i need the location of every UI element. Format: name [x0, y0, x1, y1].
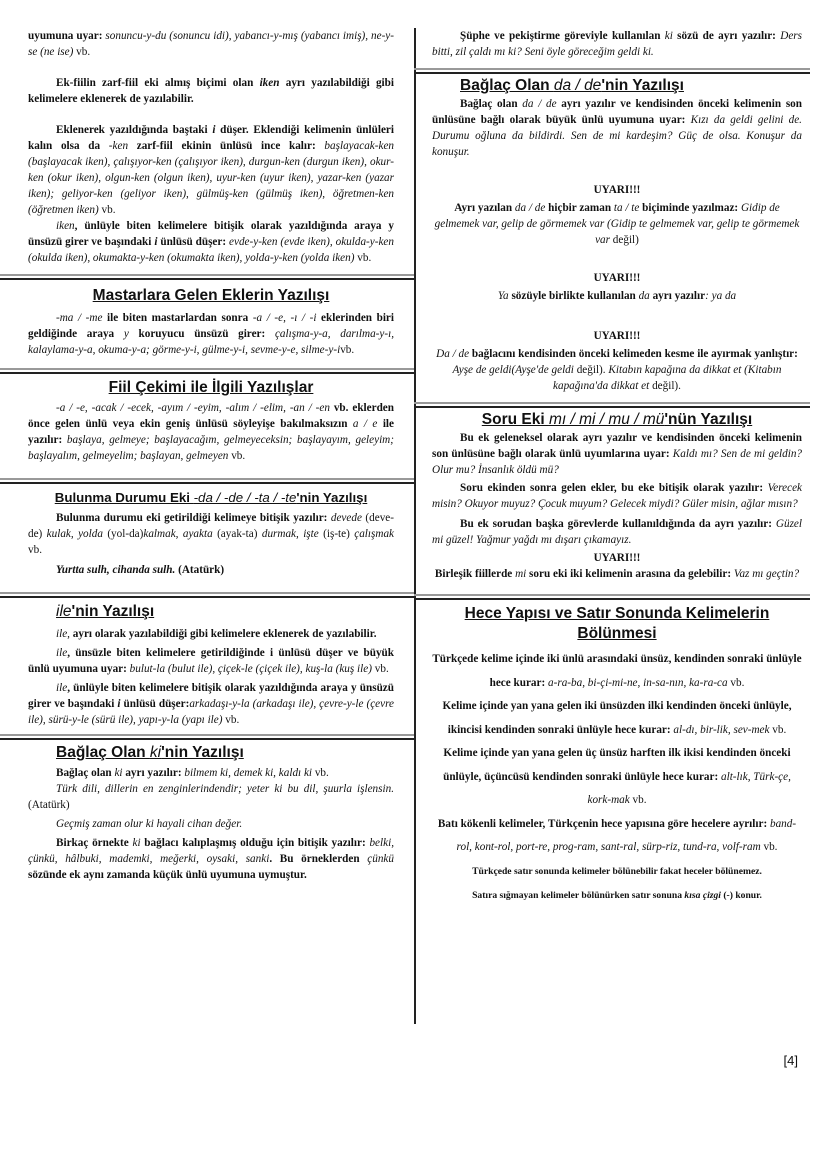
- warning-label: UYARI!!!: [593, 272, 641, 284]
- section-title: Mastarlara Gelen Eklerin Yazılışı: [92, 287, 330, 304]
- paragraph: Kelime içinde yan yana gelen iki ünsüzden ilki kendinden önceki ünlüyle, ikincisi kendinden sonraki ünlüyle hece kurar: al-dı, bir-lik, sev-mek vb.: [442, 700, 792, 736]
- warning-text: Ya sözüyle birlikte kullanılan da ayrı yazılır: ya da: [497, 290, 737, 302]
- warning-text: Da / de bağlacını kendisinden önceki kelimeden kesme ile ayırmak yanlıştır: Ayşe de geldi(Ayşe'de geldi değil). Kitabın kapağına da dikkat et (Kitabın kapağına'da dikkat et değil).: [436, 348, 798, 392]
- section-title: Bağlaç Olan da / de'nin Yazılışı: [460, 77, 684, 94]
- section-divider: [414, 68, 810, 74]
- paragraph: iken, ünlüyle biten kelimelere bitişik olarak yazıldığında araya y ünsüzü girer ve başındaki i ünlüsü düşer: evde-y-ken (evde iken), okulda-y-ken (okulda iken), okumakta-y-ken (okumakta iken), yolda-y-ken (yolda iken) vb.: [28, 220, 394, 264]
- section-title: Soru Eki mı / mi / mu / mü'nün Yazılışı: [481, 411, 753, 428]
- paragraph: Bulunma durumu eki getirildiği kelimeye bitişik yazılır: devede (deve-de) kulak, yolda (yol-da)kalmak, ayakta (ayak-ta) durmak, işte (iş-te) çalışmak vb.: [28, 512, 395, 556]
- paragraph: Geçmiş zaman olur ki hayali cihan değer.: [56, 818, 243, 830]
- paragraph: Türk dili, dillerin en zenginlerindendir; yeter ki bu dil, şuurla işlensin. (Atatürk): [28, 783, 394, 811]
- intro-section: [28, 28, 394, 266]
- paragraph: Soru ekinden sonra gelen ekler, bu eke bitişik olarak yazılır: Verecek misin? Okuyor muyuz? Çocuk muyum? Gelecek miydi? Güler misin, ağlar mısın?: [432, 482, 802, 510]
- paragraph: Batı kökenli kelimeler, Türkçenin hece yapısına göre hecelere ayrılır: band-rol, kont-rol, port-re, prog-ram, sant-ral, sürp-riz, tund-ra, volf-ram vb.: [437, 817, 797, 853]
- section-divider: [0, 734, 414, 740]
- paragraph: Türkçede satır sonunda kelimeler bölünebilir fakat heceler bölünemez.: [472, 865, 762, 877]
- paragraph: ile, ünlüyle biten kelimelere bitişik olarak yazıldığında araya y ünsüzü girer ve başındaki i ünlüsü düşer:arkadaşı-y-la (arkadaşı ile), çevre-y-le (çevre ile), sürü-y-le (sürü ile), yapı-y-la (yapı ile) vb.: [28, 682, 394, 726]
- left-column: [28, 28, 394, 883]
- section-soru: [432, 410, 802, 582]
- paragraph: Kelime içinde yan yana gelen üç ünsüz harften ilk ikisi kendinden önceki ünlüyle, üçüncüsü kendinden sonraki ünlüyle hece kurar: alt-lık, Türk-çe, kork-mak vb.: [443, 747, 791, 806]
- paragraph: Bu ek sorudan başka görevlerde kullanıldığında da ayrı yazılır: Güzel mi güzel! Yağmur yağdı mı dışarı çıkamayız.: [432, 518, 802, 546]
- section-divider: [0, 274, 414, 280]
- paragraph: Bağlaç olan ki ayrı yazılır: bilmem ki, demek ki, kaldı ki vb.: [56, 767, 329, 779]
- paragraph: Bu ek geleneksel olarak ayrı yazılır ve kendisinden önceki kelimenin son ünlüsüne bağlı olarak ünlü uyumlarına uyar: Kaldı mı? Sen de mi geldin? Olur mu? İnsanlık öldü mü?: [432, 432, 803, 476]
- quote: Yurtta sulh, cihanda sulh. (Atatürk): [56, 564, 225, 576]
- section-title: Hece Yapısı ve Satır Sonunda Kelimelerin Bölünmesi: [464, 605, 770, 642]
- section-divider: [414, 594, 810, 600]
- warning-text: Ayrı yazılan da / de hiçbir zaman ta / te biçiminde yazılmaz: Gidip de gelmemek var, gelip de görmemek var (Gidip te gelmemek var, gelip te görmemek var değil): [434, 202, 800, 246]
- section-ile: [28, 602, 394, 728]
- paragraph: -a / -e, -acak / -ecek, -ayım / -eyim, -alım / -elim, -an / -en vb. eklerden önce gelen ünlü veya ekin geniş ünlüsü söyleyişe bakılmaksızın a / e ile yazılır: başlaya, gelmeye; başlayacağım, gelmeyeceksin; başlayayım, geleyim; başlayalım, gelmeyelim; başlayan, gelmeyen vb.: [28, 402, 394, 462]
- paragraph: -ma / -me ile biten mastarlardan sonra -a / -e, -ı / -i eklerinden biri geldiğinde araya y koruyucu ünsüzü girer: çalışma-y-a, darılma-y-ı, kalaylama-y-a, okuma-y-a; görme-y-i, gülme-y-i, sevme-y-e, silme-y-ivb.: [28, 312, 394, 356]
- warning-label: UYARI!!!: [593, 552, 641, 564]
- section-divider: [414, 402, 810, 408]
- paragraph: Türkçede kelime içinde iki ünlü arasındaki ünsüz, kendinden sonraki ünlüyle hece kurar: a-ra-ba, bi-çi-mi-ne, in-sa-nın, ka-ra-ca vb.: [432, 653, 802, 689]
- paragraph: Bağlaç olan da / de ayrı yazılır ve kendisinden önceki kelimenin son ünlüsüne bağlı olarak büyük ünlü uyumuna uyar: Kızı da geldi gelini de. Durumu oğluna da bildirdi. Sen de mi kardeşim? Güç de olsa. Konuşur da konuşur.: [432, 98, 802, 158]
- paragraph: ile, ünsüzle biten kelimelere getirildiğinde i ünlüsü düşer ve büyük ünlü uyumuna uyar: bulut-la (bulut ile), çiçek-le (çiçek ile), kuş-la (kuş ile) vb.: [28, 647, 394, 675]
- section-bulunma: [28, 488, 394, 578]
- paragraph: uyumuna uyar: sonuncu-y-du (sonuncu idi), yabancı-y-mış (yabancı imiş), ne-y-se (ne ise) vb.: [28, 30, 394, 58]
- paragraph: Ek-fiilin zarf-fiil eki almış biçimi olan iken ayrı yazılabildiği gibi kelimelere eklenerek de yazılabilir.: [28, 77, 394, 105]
- section-title: ile'nin Yazılışı: [56, 603, 155, 620]
- warning-label: UYARI!!!: [593, 184, 641, 196]
- paragraph: ile, ayrı olarak yazılabildiği gibi kelimelere eklenerek de yazılabilir.: [56, 628, 377, 640]
- section-mastar: [28, 286, 394, 358]
- section-title: Bağlaç Olan ki'nin Yazılışı: [56, 744, 244, 761]
- warning-text: Birleşik fiillerde mi soru eki iki kelimenin arasına da gelebilir: Vaz mı geçtin?: [434, 568, 800, 580]
- section-title: Bulunma Durumu Eki -da / -de / -ta / -te'nin Yazılışı: [54, 490, 368, 505]
- section-divider: [0, 592, 414, 598]
- column-divider: [414, 28, 416, 1024]
- section-fiil: [28, 378, 394, 464]
- paragraph: Satıra sığmayan kelimeler bölünürken satır sonuna kısa çizgi (-) konur.: [472, 889, 762, 901]
- section-baglac-ki: [28, 743, 394, 883]
- page-number: [4]: [783, 1053, 798, 1068]
- section-divider: [0, 478, 414, 484]
- paragraph: Eklenerek yazıldığında baştaki i düşer. Eklendiği kelimenin ünlüleri kalın olsa da -ken zarf-fiil ekinin ünlüsü ince kalır: başlayacak-ken (başlayacak iken), çalışıyor-ken (çalışıyor iken), durgun-ken (durgun iken), okur-ken (okur iken), olgun-ken (olgun iken), uyur-ken (uyur iken), yazar-ken (yazar iken); geliyor-ken (geliyor iken), gülmüş-ken (gülmüş iken), öğretmen-ken (öğretmen iken) vb.: [28, 124, 394, 216]
- section-divider: [0, 368, 414, 374]
- paragraph: Şüphe ve pekiştirme göreviyle kullanılan ki sözü de ayrı yazılır: Ders bitti, zil çaldı mı ki? Seni öyle göreceğim geldi ki.: [432, 30, 802, 58]
- section-title: Fiil Çekimi ile İlgili Yazılışlar: [108, 379, 314, 396]
- section-hece: [432, 604, 802, 908]
- right-column: [432, 28, 802, 908]
- section-baglac-da: [432, 76, 802, 394]
- warning-label: UYARI!!!: [593, 330, 641, 342]
- paragraph: Birkaç örnekte ki bağlacı kalıplaşmış olduğu için bitişik yazılır: belki, çünkü, hâlbuki, mademki, meğerki, oysaki, sanki. Bu örneklerden çünkü sözünde ek aynı zamanda küçük ünlü uyumuna uymuştur.: [28, 837, 394, 881]
